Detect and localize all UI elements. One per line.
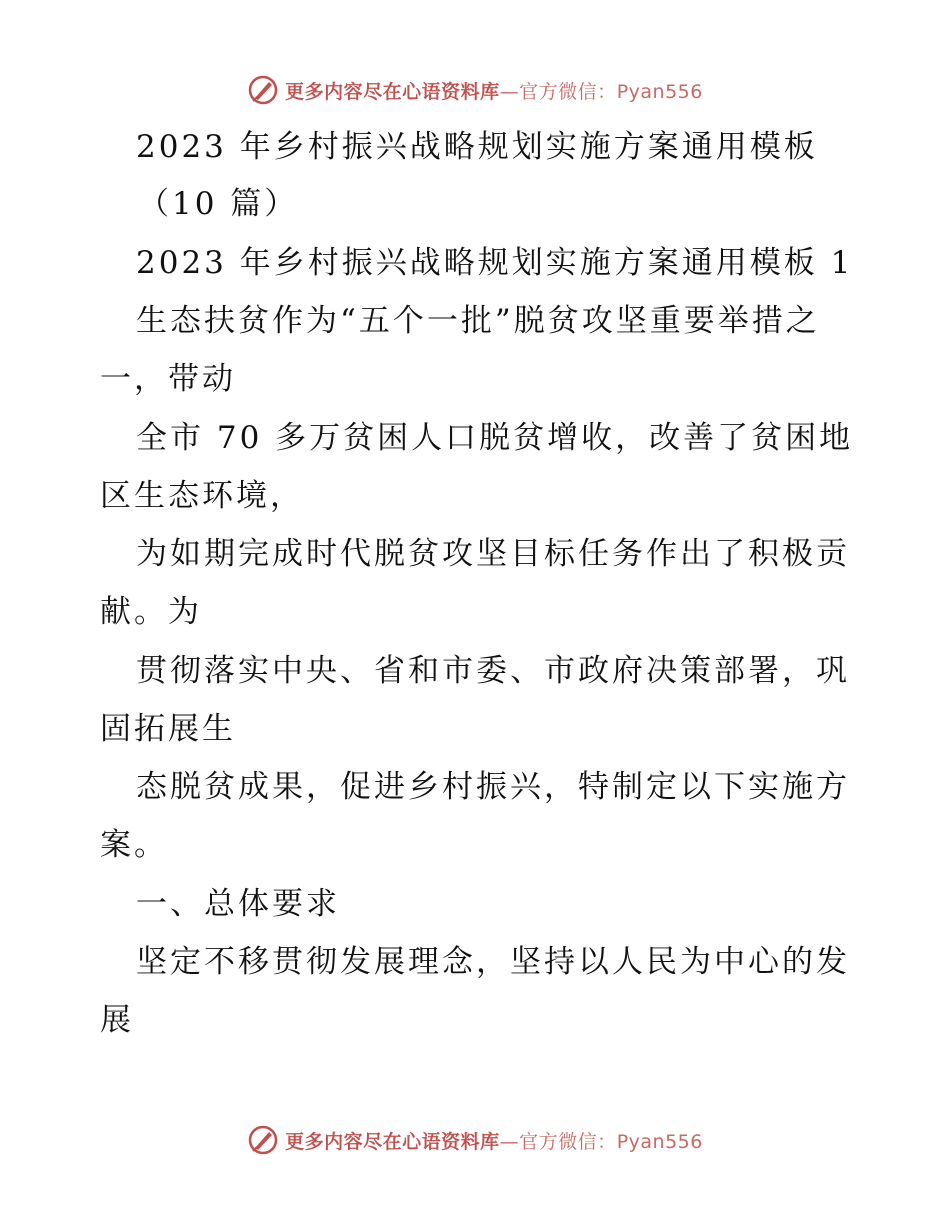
section-heading: 2023 年乡村振兴战略规划实施方案通用模板 1 xyxy=(136,245,854,281)
footer-watermark xyxy=(0,1120,950,1160)
watermark-text xyxy=(285,1127,703,1154)
paragraph-line: 生态扶贫作为“五个一批”脱贫攻坚重要举措之 xyxy=(136,303,820,339)
watermark-text xyxy=(285,77,703,104)
header-watermark xyxy=(0,70,950,110)
watermark-contact-label: 官方微信： xyxy=(519,80,617,103)
watermark-group xyxy=(247,74,703,106)
paragraph-line: 全市 70 多万贫困人口脱贫增收，改善了贫困地 xyxy=(136,420,854,456)
quill-logo-icon xyxy=(247,1124,279,1156)
paragraph-line: 贯彻落实中央、省和市委、市政府决策部署，巩 xyxy=(136,653,850,689)
paragraph-line: 区生态环境， xyxy=(100,478,304,514)
document-title-count: （10 篇） xyxy=(138,186,299,222)
subsection-heading: 一、总体要求 xyxy=(136,886,340,922)
document-title: 2023 年乡村振兴战略规划实施方案通用模板 xyxy=(136,129,818,165)
quill-logo-icon xyxy=(247,74,279,106)
paragraph-line: 献。为 xyxy=(100,594,202,630)
paragraph-line: 展 xyxy=(100,1002,134,1038)
paragraph-line: 固拓展生 xyxy=(100,711,236,747)
paragraph-line: 态脱贫成果，促进乡村振兴，特制定以下实施方 xyxy=(136,769,850,805)
watermark-site: 更多内容尽在心语资料库 xyxy=(285,1130,500,1153)
watermark-dash: — xyxy=(499,1130,520,1153)
watermark-dash: — xyxy=(499,80,520,103)
watermark-group xyxy=(247,1124,703,1156)
watermark-site: 更多内容尽在心语资料库 xyxy=(285,80,500,103)
watermark-contact-id: Pyan556 xyxy=(616,80,703,103)
paragraph-line: 一，带动 xyxy=(100,361,236,397)
paragraph-line: 坚定不移贯彻发展理念，坚持以人民为中心的发 xyxy=(136,944,850,980)
watermark-contact-id: Pyan556 xyxy=(616,1130,703,1153)
paragraph-line: 案。 xyxy=(100,827,168,863)
watermark-contact-label: 官方微信： xyxy=(519,1130,617,1153)
paragraph-line: 为如期完成时代脱贫攻坚目标任务作出了积极贡 xyxy=(136,536,850,572)
